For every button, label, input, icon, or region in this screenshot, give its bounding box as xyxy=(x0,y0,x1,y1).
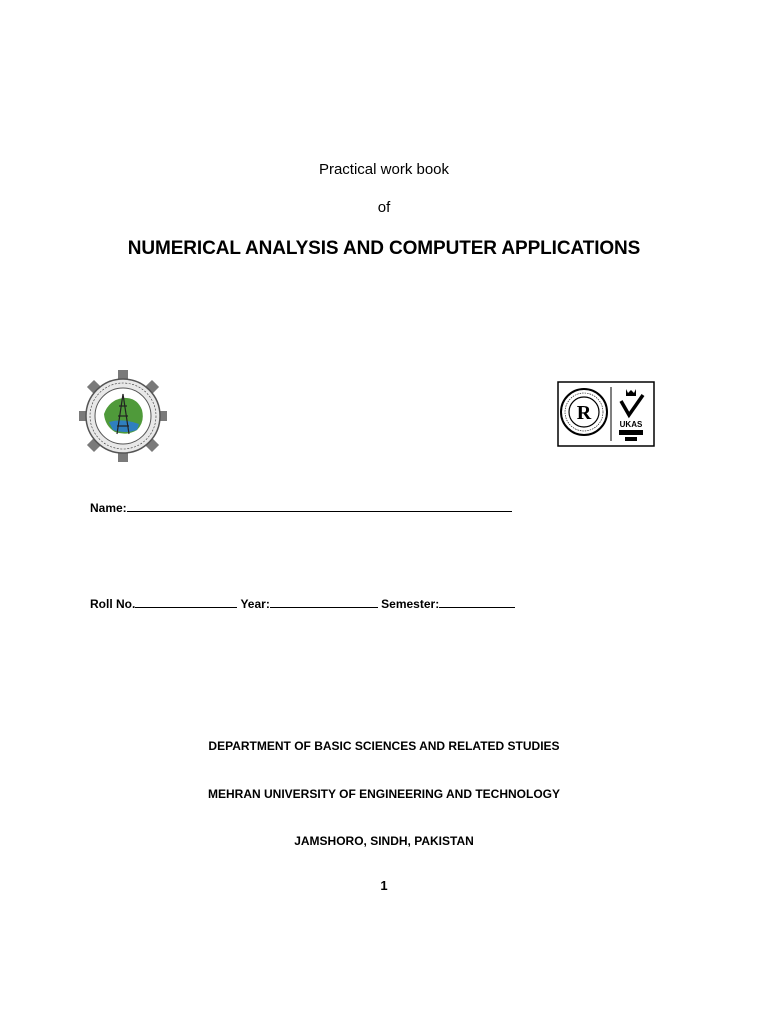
name-field[interactable] xyxy=(90,500,512,515)
year-label: Year: xyxy=(240,597,270,611)
page-number: 1 xyxy=(380,878,388,893)
name-label: Name: xyxy=(90,501,127,515)
semester-blank[interactable] xyxy=(439,596,515,608)
department-name: DEPARTMENT OF BASIC SCIENCES AND RELATED STUDIES xyxy=(208,739,560,753)
of-label: of xyxy=(377,199,391,216)
svg-text:R: R xyxy=(576,402,592,424)
university-name: MEHRAN UNIVERSITY OF ENGINEERING AND TECHNOLOGY xyxy=(207,787,561,801)
course-title: NUMERICAL ANALYSIS AND COMPUTER APPLICATIONS xyxy=(127,238,641,259)
semester-label: Semester: xyxy=(381,597,440,611)
roll-no-blank[interactable] xyxy=(135,596,237,608)
ukas-mark-text: UKAS xyxy=(619,420,643,429)
details-row xyxy=(90,596,515,611)
year-blank[interactable] xyxy=(270,596,378,608)
name-blank[interactable] xyxy=(127,500,512,512)
workbook-label: Practical work book xyxy=(318,161,450,178)
location-text: JAMSHORO, SINDH, PAKISTAN xyxy=(294,834,474,848)
roll-no-label: Roll No. xyxy=(90,597,136,611)
university-gear-emblem-icon xyxy=(79,370,167,462)
quality-certification-marks-icon xyxy=(557,381,655,447)
